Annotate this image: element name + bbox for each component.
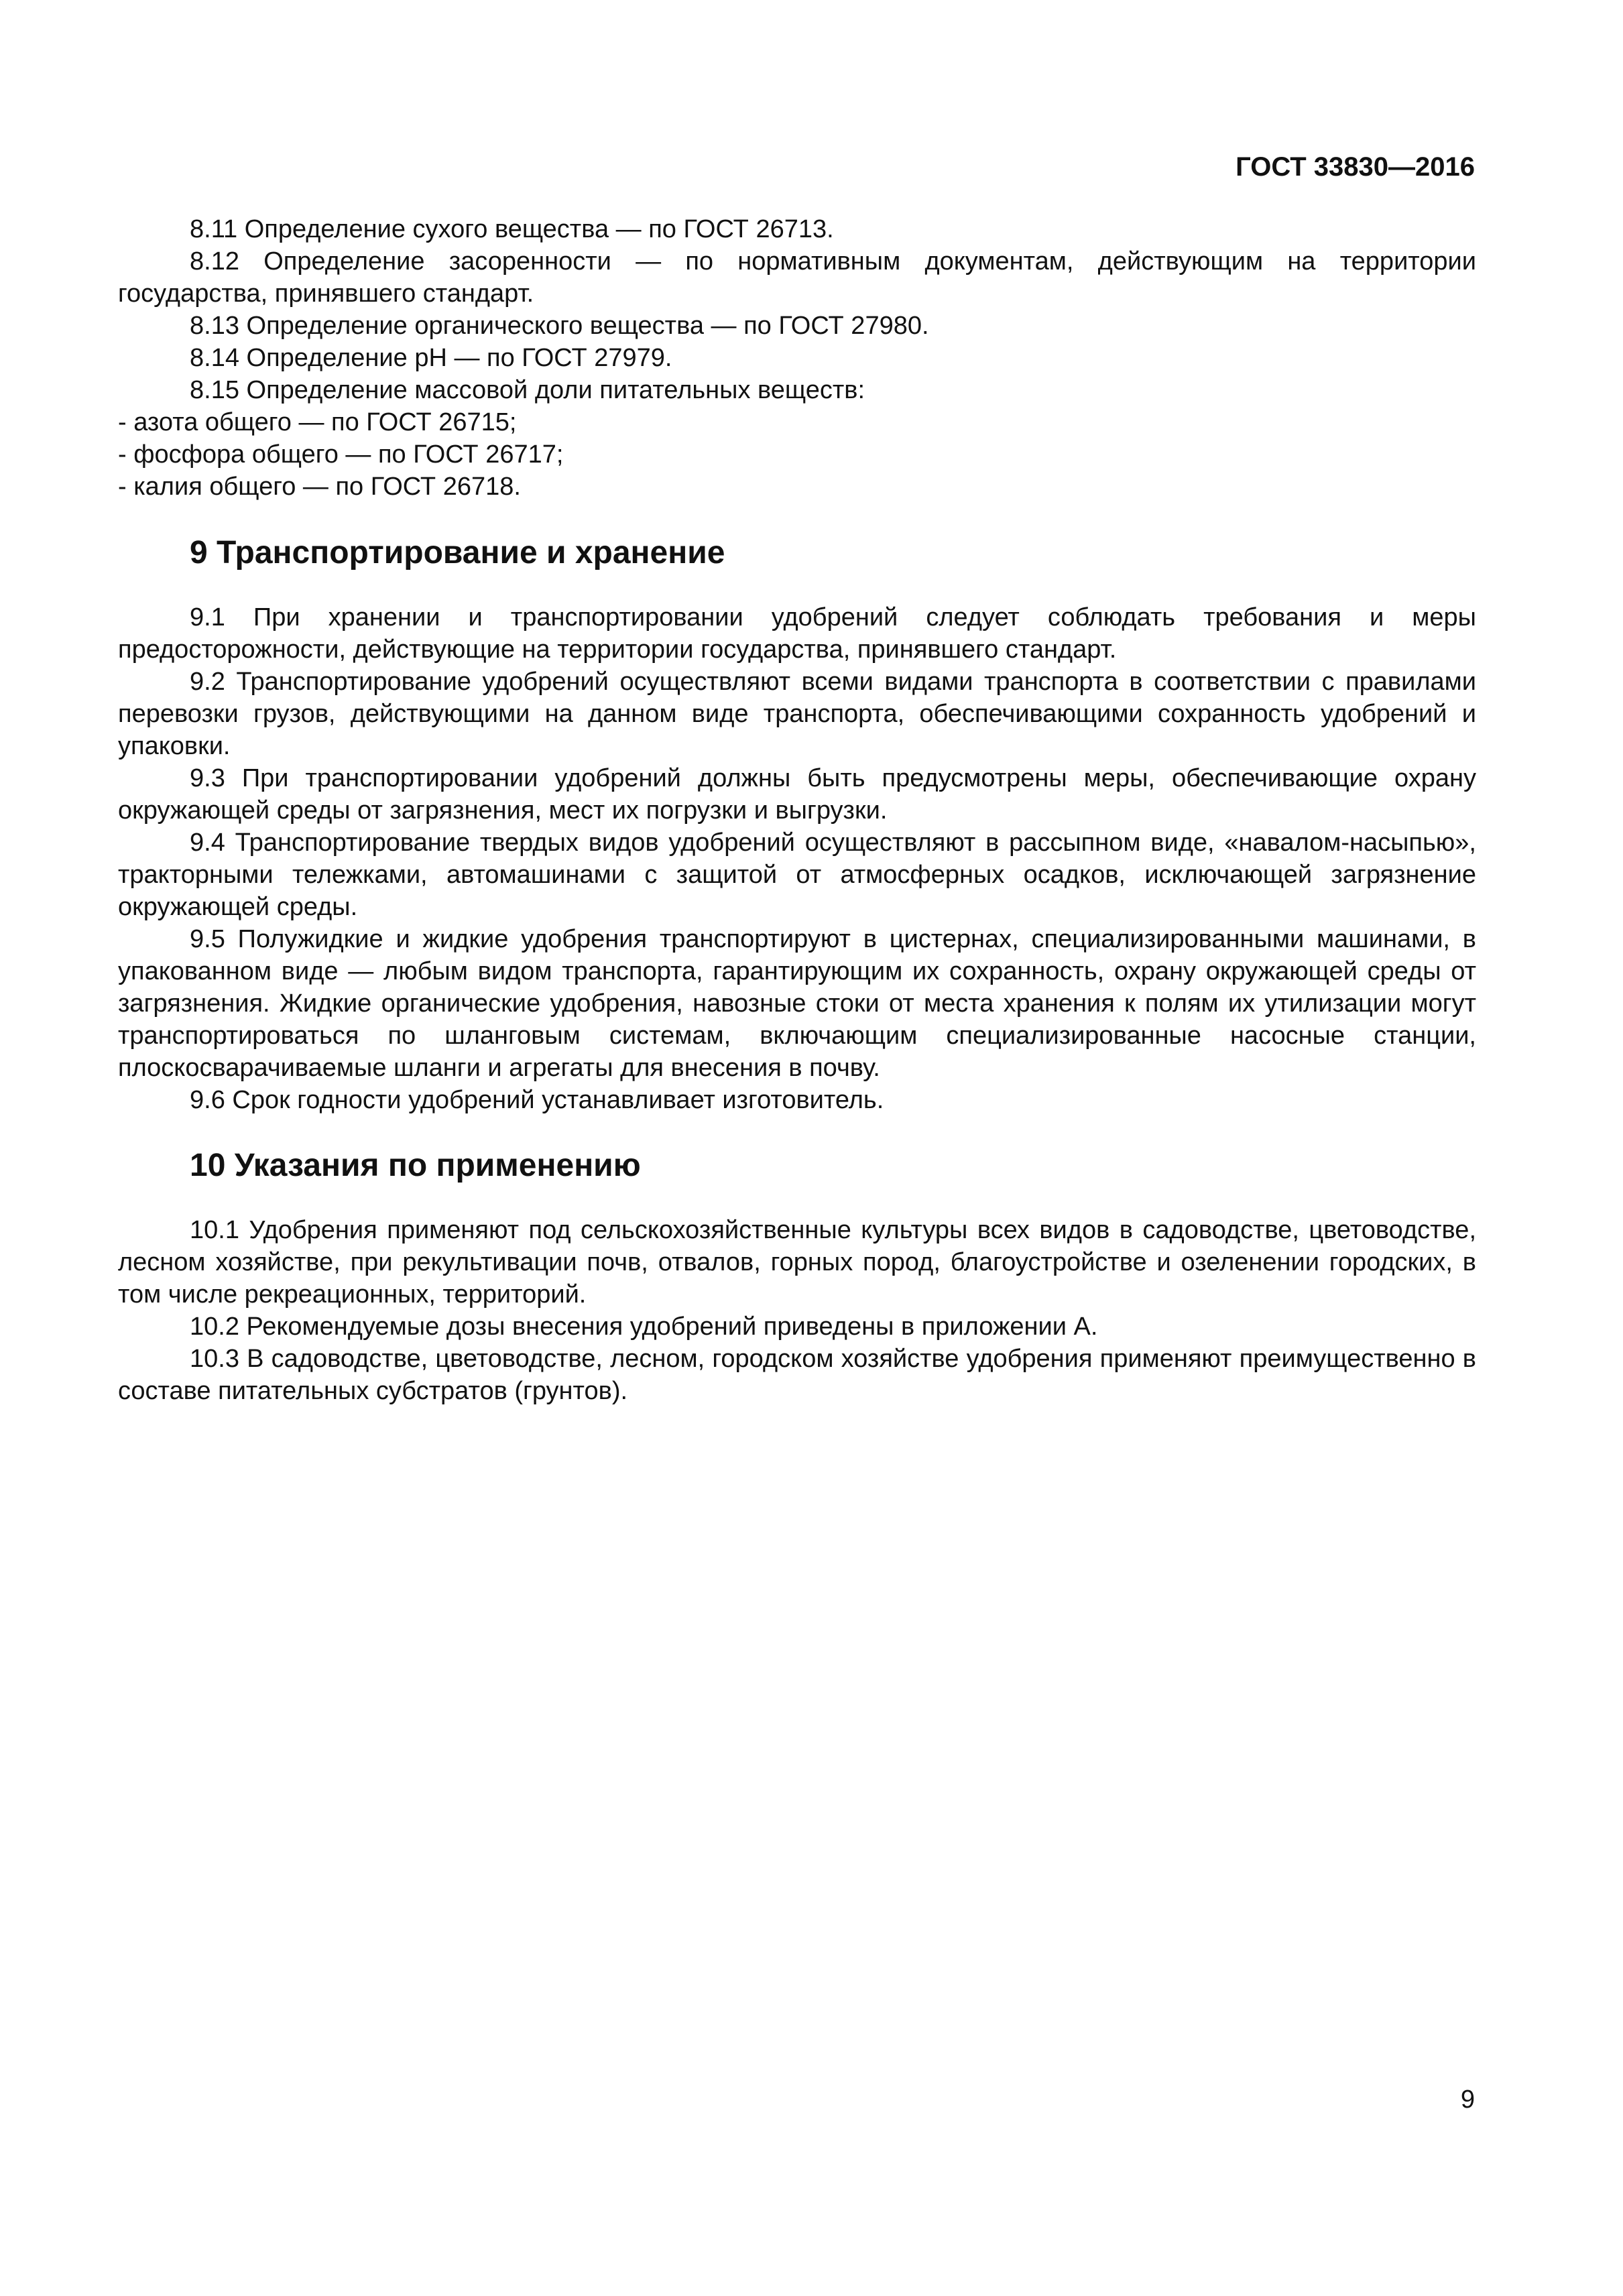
- paragraph-8-14: 8.14 Определение рН — по ГОСТ 27979.: [190, 344, 672, 372]
- paragraph-8-12: 8.12 Определение засоренности — по нормативным документам, действующим на территории государства, принявшего стандарт.: [118, 247, 1476, 308]
- paragraph-8-11: 8.11 Определение сухого вещества — по ГОСТ 26713.: [190, 215, 834, 243]
- document-code: ГОСТ 33830—2016: [1236, 152, 1475, 182]
- list-item-phosphorus: - фосфора общего — по ГОСТ 26717;: [118, 440, 564, 469]
- paragraph-8-15: 8.15 Определение массовой доли питательных веществ:: [190, 376, 865, 404]
- paragraph-9-4: 9.4 Транспортирование твердых видов удобрений осуществляют в рассыпном виде, «навалом-насыпью», тракторными тележками, автомашинами с защитой от атмосферных осадков, исключающей загрязнение окружающей среды.: [118, 829, 1476, 921]
- paragraph-9-5: 9.5 Полужидкие и жидкие удобрения транспортируют в цистернах, специализированными машинами, в упакованном виде — любым видом транспорта, гарантирующим их сохранность, охрану окружающей среды от загрязнения. Жидкие органические удобрения, навозные стоки от места хранения к полям их утилизации могут транспортироваться по шланговым системам, включающим специализированные насосные станции, плоскосварачиваемые шланги и агрегаты для внесения в почву.: [118, 925, 1476, 1082]
- paragraph-9-6: 9.6 Срок годности удобрений устанавливает изготовитель.: [190, 1086, 884, 1114]
- document-body: [118, 213, 1476, 1407]
- paragraph-8-13: 8.13 Определение органического вещества — по ГОСТ 27980.: [190, 312, 929, 340]
- list-item-nitrogen: - азота общего — по ГОСТ 26715;: [118, 408, 517, 436]
- list-item-potassium: - калия общего — по ГОСТ 26718.: [118, 473, 521, 501]
- paragraph-10-1: 10.1 Удобрения применяют под сельскохозяйственные культуры всех видов в садоводстве, цветоводстве, лесном хозяйстве, при рекультивации почв, отвалов, горных пород, благоустройстве и озеленении городских, в том числе рекреационных, территорий.: [118, 1216, 1476, 1309]
- paragraph-10-3: 10.3 В садоводстве, цветоводстве, лесном, городском хозяйстве удобрения применяют преимущественно в составе питательных субстратов (грунтов).: [118, 1345, 1476, 1405]
- paragraph-9-3: 9.3 При транспортировании удобрений должны быть предусмотрены меры, обеспечивающие охрану окружающей среды от загрязнения, мест их погрузки и выгрузки.: [118, 764, 1476, 825]
- paragraph-9-2: 9.2 Транспортирование удобрений осуществляют всеми видами транспорта в соответствии с правилами перевозки грузов, действующими на данном виде транспорта, обеспечивающими сохранность удобрений и упаковки.: [118, 668, 1476, 760]
- section-9-heading: 9 Транспортирование и хранение: [190, 535, 725, 570]
- page-number: 9: [1460, 2086, 1475, 2114]
- paragraph-10-2: 10.2 Рекомендуемые дозы внесения удобрений приведены в приложении А.: [190, 1313, 1098, 1341]
- section-10-heading: 10 Указания по применению: [190, 1148, 641, 1183]
- paragraph-9-1: 9.1 При хранении и транспортировании удобрений следует соблюдать требования и меры предосторожности, действующие на территории государства, принявшего стандарт.: [118, 603, 1476, 664]
